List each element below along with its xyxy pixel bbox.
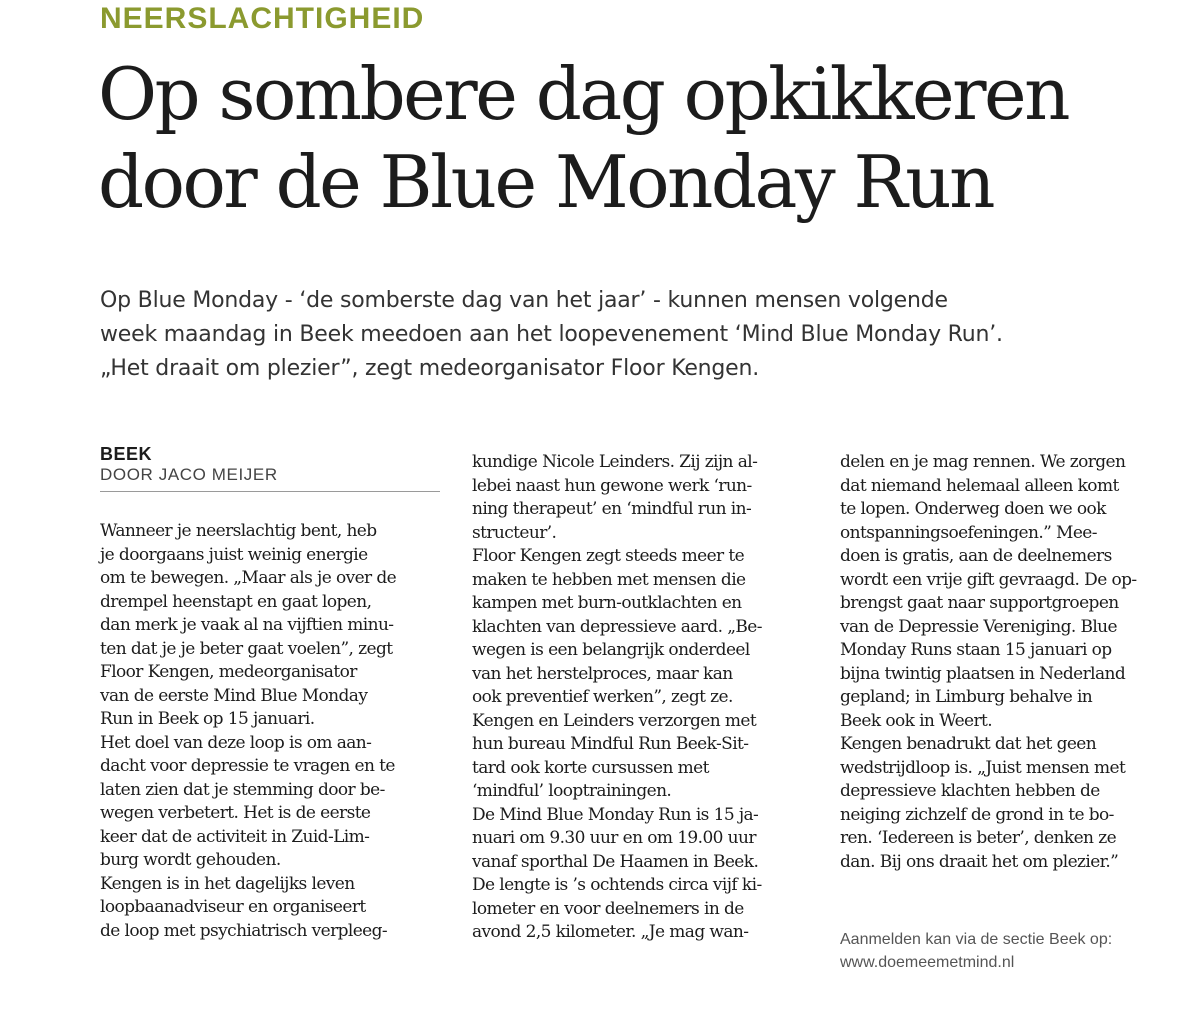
article-line: Run in Beek op 15 januari. [100,709,315,729]
article-line: van het herstelproces, maar kan [472,663,733,684]
intro-line: week maandag in Beek meedoen aan het loopevenement ‘Mind Blue Monday Run’. [100,322,1003,347]
article-line: klachten van depressieve aard. „Be- [472,616,762,637]
article-line: de loop met psychiatrisch verpleeg- [100,920,388,941]
article-line: van de Depressie Vereniging. Blue [840,616,1117,637]
article-line: wegen verbetert. Het is de eerste [100,803,371,823]
article-line: ‘mindful’ looptrainingen. [472,781,672,801]
signup-text: Aanmelden kan via de sectie Beek op: [840,931,1113,948]
article-column-1 [100,520,442,943]
intro-paragraph [100,284,1190,386]
article-line: Wanneer je neerslachtig bent, heb [100,521,377,541]
article-line: ontspanningsoefeningen.” Mee- [840,522,1097,543]
intro-line: „Het draait om plezier”, zegt medeorganisator Floor Kengen. [100,356,760,381]
article-line: drempel heenstapt en gaat lopen, [100,591,372,612]
article-line: Floor Kengen, medeorganisator [100,662,357,682]
article-line: wegen is een belangrijk onderdeel [472,640,750,660]
headline-line-1: Op sombere dag opkikkeren [98,52,1069,136]
article-line: lometer en voor deelnemers in de [472,898,744,919]
article-line: hun bureau Mindful Run Beek-Sit- [472,734,749,754]
article-line: lebei naast hun gewone werk ‘run- [472,475,752,496]
article-line: van de eerste Mind Blue Monday [100,685,368,706]
article-line: avond 2,5 kilometer. „Je mag wan- [472,922,749,942]
article-line: brengst gaat naar supportgroepen [840,593,1119,613]
section-kicker: NEERSLACHTIGHEID [100,2,425,35]
author-credit: DOOR JACO MEIJER [100,465,440,492]
signup-note [840,928,1190,974]
article-line: kampen met burn-outklachten en [472,593,742,613]
dateline: BEEK [100,444,153,464]
byline [100,443,440,492]
article-line: ten dat je je beter gaat voelen”, zegt [100,638,393,659]
article-line: dan merk je vaak al na vijftien minu- [100,615,394,635]
headline [98,50,1188,226]
article-line: bijna twintig plaatsen in Nederland [840,663,1126,684]
article-line: delen en je mag rennen. We zorgen [840,452,1126,472]
article-line: nuari om 9.30 uur en om 19.00 uur [472,828,756,848]
article-line: Kengen benadrukt dat het geen [840,734,1097,754]
article-column-3 [840,451,1185,874]
article-line: structeur’. [472,522,557,543]
article-line: wordt een vrije gift gevraagd. De op- [840,569,1137,590]
article-line: Kengen en Leinders verzorgen met [472,710,757,731]
article-line: keer dat de activiteit in Zuid-Lim- [100,826,370,847]
article-line: dan. Bij ons draait het om plezier.” [840,851,1119,872]
article-line: je doorgaans juist weinig energie [100,544,368,565]
article-line: Kengen is in het dagelijks leven [100,873,355,894]
article-line: gepland; in Limburg behalve in [840,687,1093,707]
article-line: Beek ook in Weert. [840,710,993,731]
article-line: maken te hebben met mensen die [472,569,746,590]
article-line: kundige Nicole Leinders. Zij zijn al- [472,452,758,472]
article-line: om te bewegen. „Maar als je over de [100,568,397,588]
article-line: vanaf sporthal De Haamen in Beek. [472,851,759,872]
article-line: burg wordt gehouden. [100,850,281,870]
article-line: ook preventief werken”, zegt ze. [472,687,733,707]
article-line: doen is gratis, aan de deelnemers [840,546,1112,566]
article-line: tard ook korte cursussen met [472,757,709,778]
article-line: Het doel van deze loop is om aan- [100,732,372,753]
signup-url: www.doemeemetmind.nl [840,954,1015,971]
article-line: neiging zichzelf de grond in te bo- [840,804,1114,825]
article-line: De lengte is ’s ochtends circa vijf ki- [472,875,762,895]
intro-line: Op Blue Monday - ‘de somberste dag van het jaar’ - kunnen mensen volgende [100,288,948,313]
article-line: dat niemand helemaal alleen komt [840,475,1119,496]
headline-line-2: door de Blue Monday Run [98,140,993,224]
article-column-2 [472,451,812,945]
article-line: depressieve klachten hebben de [840,781,1100,801]
article-line: ren. ‘Iedereen is beter’, denken ze [840,828,1117,848]
article-line: laten zien dat je stemming door be- [100,779,385,800]
article-line: ning therapeut’ en ‘mindful run in- [472,499,752,519]
article-line: Floor Kengen zegt steeds meer te [472,546,745,566]
article-line: dacht voor depressie te vragen en te [100,756,395,776]
article-line: Monday Runs staan 15 januari op [840,640,1112,660]
article-line: wedstrijdloop is. „Juist mensen met [840,757,1126,778]
article-line: te lopen. Onderweg doen we ook [840,499,1106,519]
article-line: loopbaanadviseur en organiseert [100,897,366,917]
article-line: De Mind Blue Monday Run is 15 ja- [472,804,759,825]
